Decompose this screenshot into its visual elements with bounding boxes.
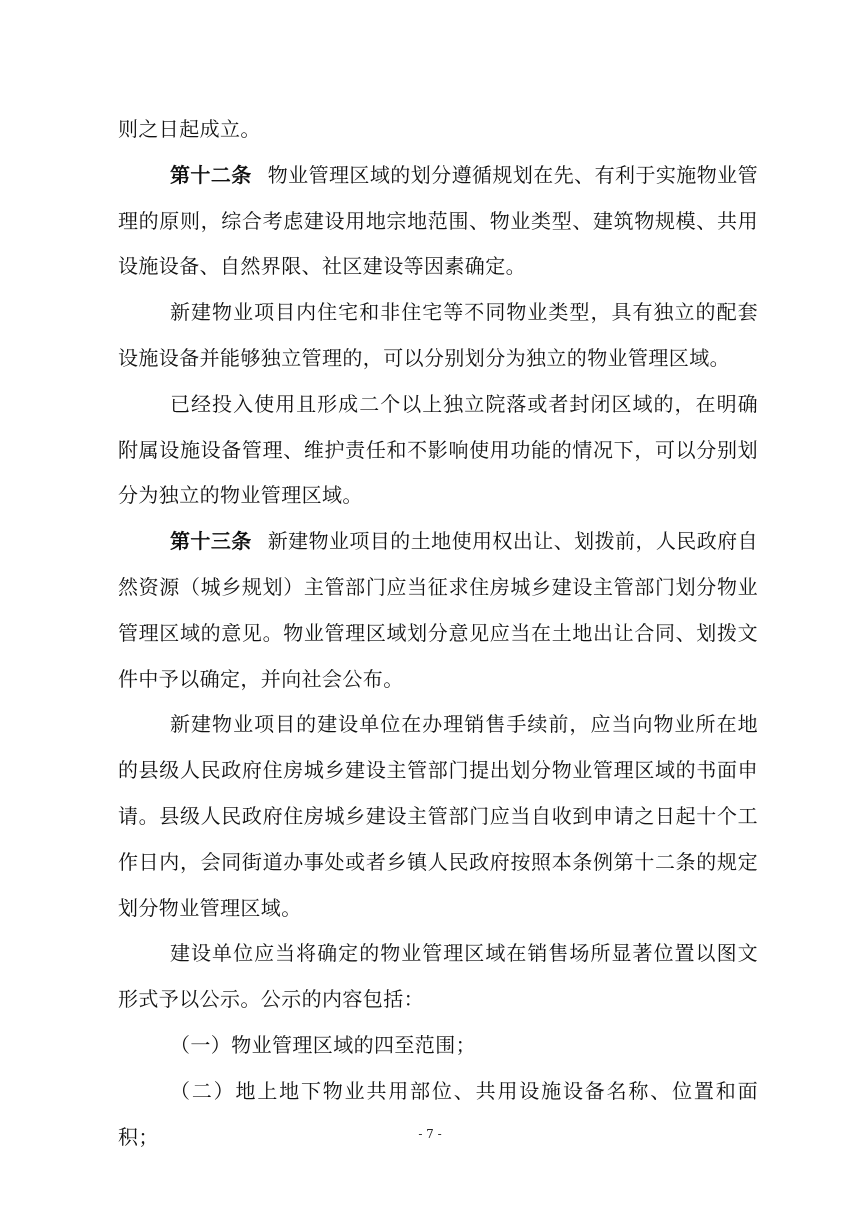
- article-heading: 第十二条: [170, 162, 252, 187]
- article-13-paragraph: [118, 519, 758, 702]
- list-item: [118, 1069, 758, 1161]
- article-heading: 第十三条: [170, 529, 252, 554]
- paragraph: [118, 290, 758, 382]
- paragraph-text: 物业管理区域的划分遵循规划在先、有利于实施物业管理的原则，综合考虑建设用地宗地范围、物业类型、建筑物规模、共用设施设备、自然界限、社区建设等因素确定。: [118, 162, 758, 279]
- paragraph-text: （二）地上地下物业共用部位、共用设施设备名称、位置和面积；: [118, 1078, 758, 1149]
- paragraph: [118, 931, 758, 1023]
- list-item: [118, 1023, 758, 1069]
- paragraph-text: 则之日起成立。: [118, 117, 261, 141]
- paragraph-text: 建设单位应当将确定的物业管理区域在销售场所显著位置以图文形式予以公示。公示的内容包括：: [118, 941, 758, 1012]
- paragraph: [118, 382, 758, 519]
- paragraph: [118, 702, 758, 931]
- page-number: - 7 -: [418, 1127, 442, 1141]
- paragraph-text: （一）物业管理区域的四至范围；: [170, 1032, 476, 1057]
- paragraph-continuation: [118, 107, 758, 153]
- paragraph-text: 新建物业项目的土地使用权出让、划拨前，人民政府自然资源（城乡规划）主管部门应当征求住房城乡建设主管部门划分物业管理区域的意见。物业管理区域划分意见应当在土地出让合同、划拨文件中予以确定，并向社会公布。: [118, 529, 758, 691]
- paragraph-text: 新建物业项目内住宅和非住宅等不同物业类型，具有独立的配套设施设备并能够独立管理的，可以分别划分为独立的物业管理区域。: [118, 300, 758, 370]
- paragraph-text: 已经投入使用且形成二个以上独立院落或者封闭区域的，在明确附属设施设备管理、维护责任和不影响使用功能的情况下，可以分别划分为独立的物业管理区域。: [118, 391, 758, 508]
- article-12-paragraph: [118, 153, 758, 290]
- paragraph-text: 新建物业项目的建设单位在办理销售手续前，应当向物业所在地的县级人民政府住房城乡建设主管部门提出划分物业管理区域的书面申请。县级人民政府住房城乡建设主管部门应当自收到申请之日起十个工作日内，会同街道办事处或者乡镇人民政府按照本条例第十二条的规定划分物业管理区域。: [118, 712, 758, 920]
- document-body: [118, 107, 758, 1160]
